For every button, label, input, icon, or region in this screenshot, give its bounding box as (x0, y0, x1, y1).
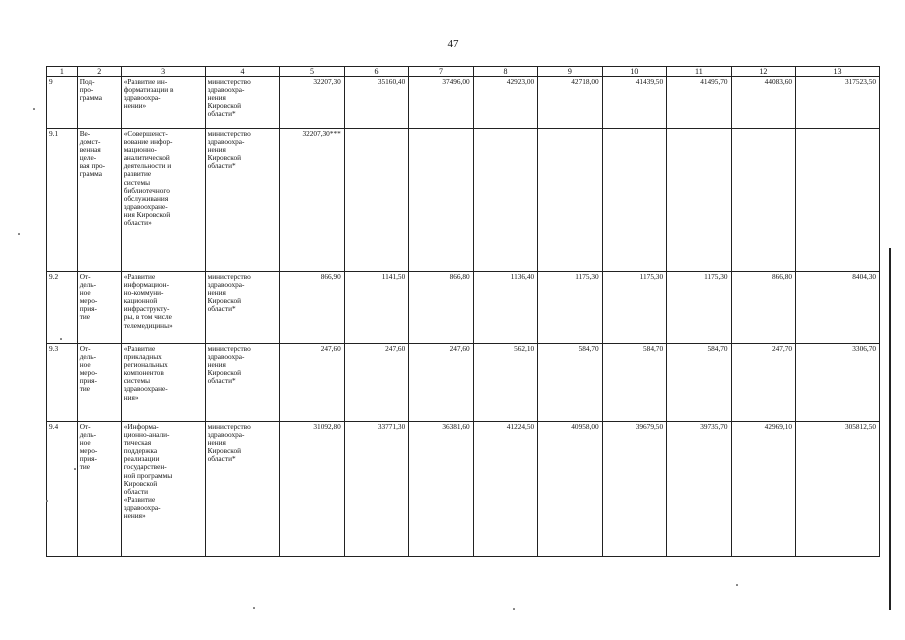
value-cell: 866,80 (409, 272, 473, 344)
table-row (47, 344, 880, 422)
value-cell (344, 129, 408, 272)
header-cell: 10 (602, 67, 666, 77)
row-name: «Совершенст- вование инфор- мационно- аналитической деятельности и развитие системы библиотечного обслуживания здравоохране- ния Кировской области» (121, 129, 205, 272)
value-cell: 3306,70 (796, 344, 880, 422)
header-cell: 2 (77, 67, 121, 77)
value-cell: 305812,50 (796, 422, 880, 557)
value-cell: 866,80 (731, 272, 795, 344)
header-row (47, 67, 880, 77)
value-cell: 1175,30 (602, 272, 666, 344)
value-cell (538, 129, 602, 272)
header-cell: 8 (473, 67, 537, 77)
value-cell: 42718,00 (538, 77, 602, 129)
table-row (47, 422, 880, 557)
row-executor: министерство здравоохра- нения Кировской области* (205, 422, 280, 557)
row-number: 9.3 (47, 344, 78, 422)
value-cell: 1141,50 (344, 272, 408, 344)
value-cell: 41495,70 (667, 77, 731, 129)
row-name: «Развитие информацион- но-коммуни- кационной инфраструкту- ры, в том числе телемедицины» (121, 272, 205, 344)
value-cell: 41439,50 (602, 77, 666, 129)
header-cell: 13 (796, 67, 880, 77)
header-cell: 3 (121, 67, 205, 77)
row-executor: министерство здравоохра- нения Кировской области* (205, 344, 280, 422)
row-type: Под- про- грамма (77, 77, 121, 129)
value-cell: 1175,30 (667, 272, 731, 344)
row-name: «Развитие прикладных региональных компонентов системы здравоохране- ния» (121, 344, 205, 422)
value-cell (602, 129, 666, 272)
value-cell: 39679,50 (602, 422, 666, 557)
value-cell: 247,70 (731, 344, 795, 422)
row-number: 9.4 (47, 422, 78, 557)
header-cell: 9 (538, 67, 602, 77)
value-cell: 41224,50 (473, 422, 537, 557)
value-cell: 1136,40 (473, 272, 537, 344)
value-cell: 33771,30 (344, 422, 408, 557)
value-cell: 317523,50 (796, 77, 880, 129)
value-cell (473, 129, 537, 272)
value-cell: 32207,30*** (280, 129, 344, 272)
value-cell: 40958,00 (538, 422, 602, 557)
row-number: 9.1 (47, 129, 78, 272)
value-cell: 32207,30 (280, 77, 344, 129)
value-cell: 866,90 (280, 272, 344, 344)
value-cell: 42969,10 (731, 422, 795, 557)
row-type: Ве- домст- венная целе- вая про- грамма (77, 129, 121, 272)
value-cell: 247,60 (409, 344, 473, 422)
table-row (47, 77, 880, 129)
page-number: 47 (447, 38, 459, 50)
value-cell (796, 129, 880, 272)
margin-rule (889, 248, 891, 610)
value-cell: 35160,40 (344, 77, 408, 129)
value-cell: 247,60 (344, 344, 408, 422)
row-executor: министерство здравоохра- нения Кировской области* (205, 272, 280, 344)
table-row (47, 272, 880, 344)
header-cell: 7 (409, 67, 473, 77)
value-cell: 584,70 (538, 344, 602, 422)
row-executor: министерство здравоохра- нения Кировской области* (205, 77, 280, 129)
row-name: «Развитие ин- форматизации в здравоохра- нении» (121, 77, 205, 129)
value-cell (667, 129, 731, 272)
row-type: От- дель- ное меро- прия- тие (77, 272, 121, 344)
row-number: 9 (47, 77, 78, 129)
value-cell: 1175,30 (538, 272, 602, 344)
value-cell: 31092,80 (280, 422, 344, 557)
value-cell: 247,60 (280, 344, 344, 422)
header-cell: 1 (47, 67, 78, 77)
row-executor: министерство здравоохра- нения Кировской области* (205, 129, 280, 272)
row-number: 9.2 (47, 272, 78, 344)
value-cell: 584,70 (602, 344, 666, 422)
budget-table (46, 66, 880, 557)
table-row (47, 129, 880, 272)
header-cell: 11 (667, 67, 731, 77)
value-cell: 37496,00 (409, 77, 473, 129)
row-type: От- дель- ное меро- прия- тие (77, 422, 121, 557)
value-cell (731, 129, 795, 272)
value-cell: 42923,00 (473, 77, 537, 129)
header-cell: 6 (344, 67, 408, 77)
value-cell: 44083,60 (731, 77, 795, 129)
value-cell: 36381,60 (409, 422, 473, 557)
row-name: «Информа- ционно-анали- тическая поддержка реализации государствен- ной программы Кировской области «Развитие здравоохра- нения» (121, 422, 205, 557)
row-type: От- дель- ное меро- прия- тие (77, 344, 121, 422)
header-cell: 12 (731, 67, 795, 77)
header-cell: 5 (280, 67, 344, 77)
value-cell (409, 129, 473, 272)
value-cell: 39735,70 (667, 422, 731, 557)
header-cell: 4 (205, 67, 280, 77)
value-cell: 8404,30 (796, 272, 880, 344)
value-cell: 562,10 (473, 344, 537, 422)
value-cell: 584,70 (667, 344, 731, 422)
